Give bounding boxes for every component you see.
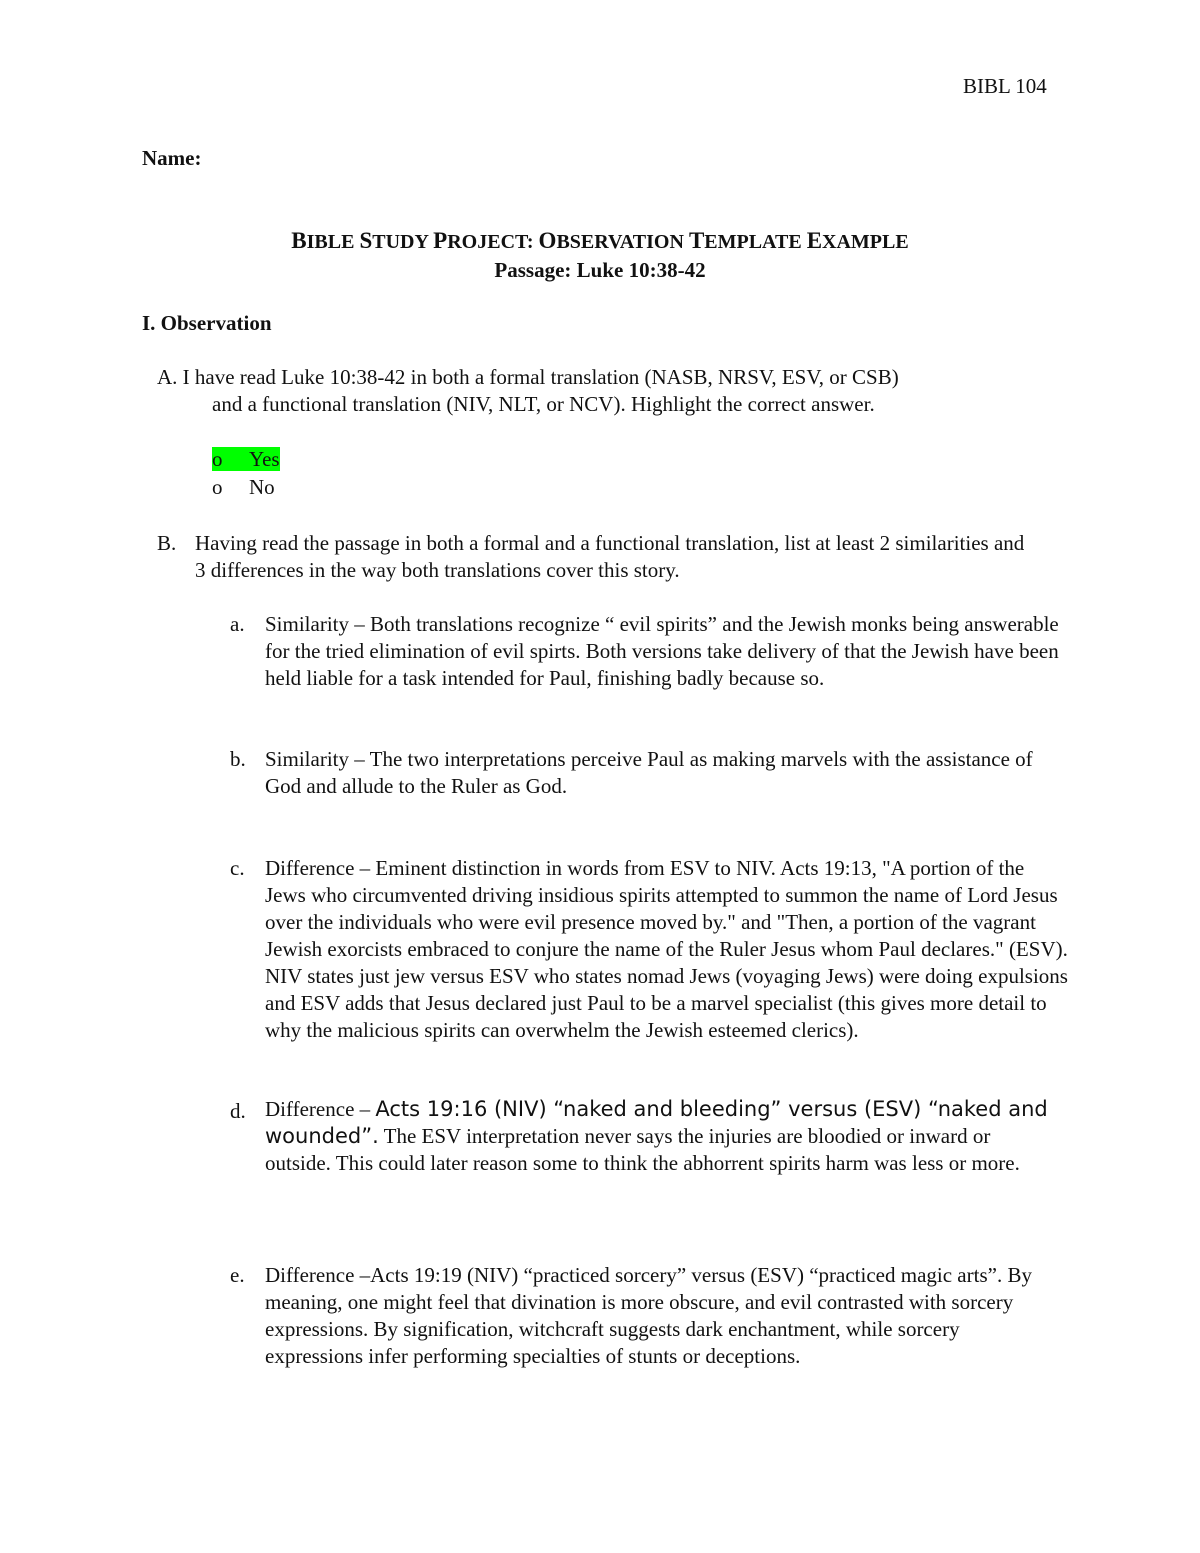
item-text: Difference –Acts 19:19 (NIV) “practiced sorcery” versus (ESV) “practiced magic arts”. By meaning, one might feel that divination is more obscure, and evil contrasted with sorcery expressions. By signification, witchcraft suggests dark enchantment, while sorcery expressions infer performing specialties of stunts or deceptions. xyxy=(265,1263,1032,1368)
question-b-text: Having read the passage in both a formal and a functional translation, list at least 2 similarities and 3 differences in the way both translations cover this story. xyxy=(195,531,1025,582)
item-text-d xyxy=(265,1096,1055,1177)
question-a-line2: and a functional translation (NIV, NLT, or NCV). Highlight the correct answer. xyxy=(212,392,875,416)
passage-reference: Passage: Luke 10:38-42 xyxy=(494,258,706,282)
title-initial: P xyxy=(433,228,448,253)
title-word: IBLE xyxy=(306,231,360,253)
item-prefix: Difference – xyxy=(265,1097,376,1121)
title-initial: S xyxy=(359,228,373,253)
question-a xyxy=(157,364,1057,418)
title-colon: : xyxy=(526,231,534,253)
item-body: The ESV interpretation never says the injuries are bloodied or inward or outside. This could later reason some to think the abhorrent spirits harm was less or more. xyxy=(265,1124,1020,1175)
bullet-icon: o xyxy=(212,475,223,499)
item-letter: c. xyxy=(230,856,245,880)
course-code: BIBL 104 xyxy=(963,74,1047,98)
title-initial: O xyxy=(538,228,557,253)
option-no[interactable] xyxy=(212,474,275,501)
title-initial: E xyxy=(806,228,823,253)
question-a-line1: A. I have read Luke 10:38-42 in both a formal translation (NASB, NRSV, ESV, or CSB) xyxy=(157,365,899,389)
section-heading: I. Observation xyxy=(142,311,272,335)
title-word: ROJECT xyxy=(447,231,527,253)
document-title xyxy=(0,227,1200,256)
name-label: Name: xyxy=(142,146,202,170)
title-word: BSERVATION xyxy=(556,231,689,253)
option-label: Yes xyxy=(249,447,280,471)
title-word: XAMPLE xyxy=(822,231,909,253)
item-text: Similarity – The two interpretations perceive Paul as making marvels with the assistance of God and allude to the Ruler as God. xyxy=(265,747,1033,798)
option-yes[interactable] xyxy=(212,446,280,473)
title-word: EMPLATE xyxy=(704,231,807,253)
title-word: TUDY xyxy=(372,231,434,253)
question-b-letter: B. xyxy=(157,531,177,555)
item-letter: b. xyxy=(230,747,246,771)
title-initial: B xyxy=(291,228,307,253)
bullet-icon: o xyxy=(212,447,223,471)
item-text: Difference – Eminent distinction in words from ESV to NIV. Acts 19:13, "A portion of the Jews who circumvented driving insidious spirits attempted to summon the name of Lord Jesus over the individuals who were evil presence moved by." and "Then, a portion of the vagrant Jewish exorcists embraced to conjure the name of the Ruler Jesus whom Paul declares." (ESV). NIV states just jew versus ESV who states nomad Jews (voyaging Jews) were doing expulsions and ESV adds that Jesus declared just Paul to be a marvel specialist (this gives more detail to why the malicious spirits can overwhelm the Jewish esteemed clerics). xyxy=(265,856,1068,1042)
item-letter: a. xyxy=(230,612,245,636)
item-letter: e. xyxy=(230,1263,245,1287)
option-label: No xyxy=(249,475,275,499)
item-emphasis: Acts 19:16 (NIV) “naked and bleeding” versus (ESV) “naked and wounded”. xyxy=(265,1097,1048,1148)
item-letter: d. xyxy=(230,1099,246,1123)
title-initial: T xyxy=(688,228,705,253)
item-text: Similarity – Both translations recognize “ evil spirits” and the Jewish monks being answerable for the tried elimination of evil spirts. Both versions take delivery of that the Jewish have been held liable for a task intended for Paul, finishing badly because so. xyxy=(265,612,1059,690)
